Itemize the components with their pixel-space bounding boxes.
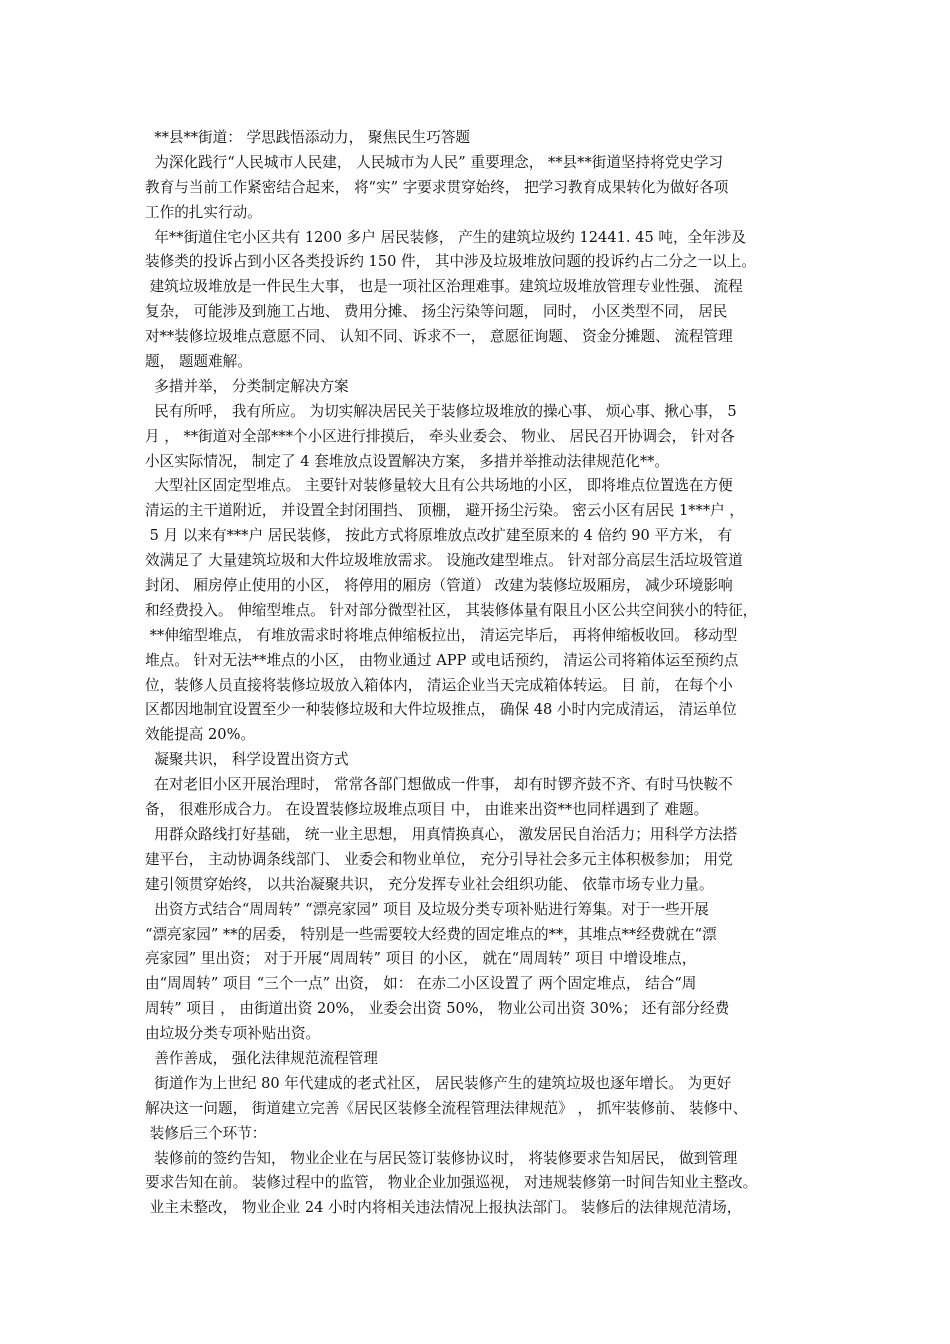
paragraph-line: 工作的扎实行动。 [145, 203, 262, 221]
paragraph-line: 备， 很难形成合力。 在设置装修垃圾堆点项目 中， 由谁来出资**也同样遇到了 难题。 [145, 801, 709, 819]
paragraph-line: 复杂， 可能涉及到施工占地、 费用分摊、 扬尘污染等问题， 同时， 小区类型不同， 居民 [145, 303, 728, 321]
paragraph-line: 出资方式结合“周周转” “漂亮家园” 项目 及垃圾分类专项补贴进行筹集。对于一些开展 [145, 900, 709, 918]
section-heading: 善作善成， 强化法律规范流程管理 [145, 1049, 378, 1067]
paragraph-line: 民有所呼， 我有所应。 为切实解决居民关于装修垃圾堆放的操心事、 烦心事、揪心事， 5 [145, 402, 737, 420]
paragraph-line: 建引领贯穿始终， 以共治凝聚共识， 充分发挥专业社会组织功能、 依靠市场专业力量。 [145, 875, 714, 893]
paragraph-line: 用群众路线打好基础， 统一业主思想， 用真情换真心， 激发居民自治活力；用科学方法搭 [145, 825, 738, 843]
document-body [145, 126, 813, 1221]
paragraph-line: 堆点。 针对无法**堆点的小区， 由物业通过 APP 或电话预约， 清运公司将箱体运至预约点 [145, 651, 739, 669]
paragraph-line: 年**街道住宅小区共有 1200 多户 居民装修， 产生的建筑垃圾约 12441. 45 吨，全年涉及 [145, 228, 746, 246]
paragraph-line: 大型社区固定型堆点。 主要针对装修量较大且有公共场地的小区， 即将堆点位置选在方便 [145, 477, 733, 495]
paragraph-line: 建筑垃圾堆放是一件民生大事， 也是一项社区治理难事。建筑垃圾堆放管理专业性强、 流程 [145, 278, 743, 296]
paragraph-line: 效能提高 20%。 [145, 726, 256, 744]
paragraph-line: 装修类的投诉占到小区各类投诉约 150 件， 其中涉及垃圾堆放问题的投诉约占二分之一以上。 [145, 253, 756, 271]
paragraph-line: 街道作为上世纪 80 年代建成的老式社区， 居民装修产生的建筑垃圾也逐年增长。 为更好 [145, 1074, 732, 1092]
paragraph-line: 对**装修垃圾堆点意愿不同、 认知不同、诉求不一， 意愿征询题、 资金分摊题、 流程管理 [145, 328, 733, 346]
paragraph-line: 封闭、 厢房停止使用的小区， 将停用的厢房（管道） 改建为装修垃圾厢房， 减少环境影响 [145, 577, 733, 595]
section-heading: 多措并举， 分类制定解决方案 [145, 377, 349, 395]
paragraph-line: 由垃圾分类专项补贴出资。 [145, 1025, 321, 1043]
paragraph-line: 月 ， **街道对全部***个小区进行排摸后， 牵头业委会、 物业、 居民召开协调会， 针对各 [145, 427, 735, 445]
paragraph-line: “漂亮家园” **的居委， 特别是一些需要较大经费的固定堆点的**，其堆点**经费就在“漂 [145, 925, 717, 943]
paragraph-line: 装修后三个环节： [145, 1124, 267, 1142]
paragraph-line: 装修前的签约告知， 物业企业在与居民签订装修协议时， 将装修要求告知居民， 做到管理 [145, 1149, 738, 1167]
paragraph-line: 题， 题题难解。 [145, 353, 252, 371]
paragraph-line: 和经费投入。 伸缩型堆点。 针对部分微型社区， 其装修体量有限且小区公共空间狭小的特征， [145, 601, 758, 619]
paragraph-line: 位，装修人员直接将装修垃圾放入箱体内， 清运企业当天完成箱体转运。 目 前， 在每个小 [145, 676, 733, 694]
section-heading: 凝聚共识， 科学设置出资方式 [145, 751, 349, 769]
paragraph-line: 区都因地制宜设置至少一种装修垃圾和大件垃圾推点， 确保 48 小时内完成清运， 清运单位 [145, 701, 737, 719]
paragraph-line: 效满足了 大量建筑垃圾和大件垃圾堆放需求。 设施改建型堆点。 针对部分高层生活垃圾管道 [145, 552, 743, 570]
paragraph-line: 小区实际情况， 制定了 4 套堆放点设置解决方案， 多措并举推动法律规范化**。 [145, 452, 670, 470]
paragraph-line: 清运的主干道附近， 并设置全封闭围挡、 顶棚， 避开扬尘污染。 密云小区有居民 1***户 ， [145, 502, 744, 520]
paragraph-line: 由“周周转” 项目 “三个一点” 出资， 如： 在赤二小区设置了 两个固定堆点， 结合“周 [145, 975, 697, 993]
paragraph-line: 要求告知在前。 装修过程中的监管， 物业企业加强巡视， 对违规装修第一时间告知业主整改。 [145, 1174, 758, 1192]
paragraph-line: 亮家园” 里出资； 对于开展“周周转” 项目 的小区， 就在“周周转” 项目 中增设堆点， [145, 950, 697, 968]
paragraph-line: **伸缩型堆点， 有堆放需求时将堆点伸缩板拉出， 清运完毕后， 再将伸缩板收回。 移动型 [145, 626, 738, 644]
paragraph-line: 解决这一问题， 街道建立完善《居民区装修全流程管理法律规范》 ， 抓牢装修前、 装修中、 [145, 1099, 748, 1117]
paragraph-line: 教育与当前工作紧密结合起来， 将“实” 字要求贯穿始终， 把学习教育成果转化为做好各项 [145, 178, 729, 196]
paragraph-line: 建平台， 主动协调条线部门、 业委会和物业单位， 充分引导社会多元主体积极参加； 用党 [145, 850, 733, 868]
document-title: **县**街道： 学思践悟添动力， 聚焦民生巧答题 [145, 129, 471, 146]
paragraph-line: 周转” 项目 ， 由街道出资 20%， 业委会出资 50%， 物业公司出资 30%； 还有部分经费 [145, 1000, 730, 1018]
paragraph-line: 在对老旧小区开展治理时， 常常各部门想做成一件事， 却有时锣齐鼓不齐、有时马快鞍不 [145, 776, 733, 794]
paragraph-line: 5 月 以来有***户 居民装修， 按此方式将原堆放点改扩建至原来的 4 倍约 90 平方米， 有 [145, 527, 733, 545]
paragraph-line: 为深化践行“人民城市人民建， 人民城市为人民” 重要理念， **县**街道坚持将党史学习 [145, 153, 724, 171]
paragraph-line: 业主未整改， 物业企业 24 小时内将相关违法情况上报执法部门。 装修后的法律规范清场， [145, 1199, 742, 1217]
